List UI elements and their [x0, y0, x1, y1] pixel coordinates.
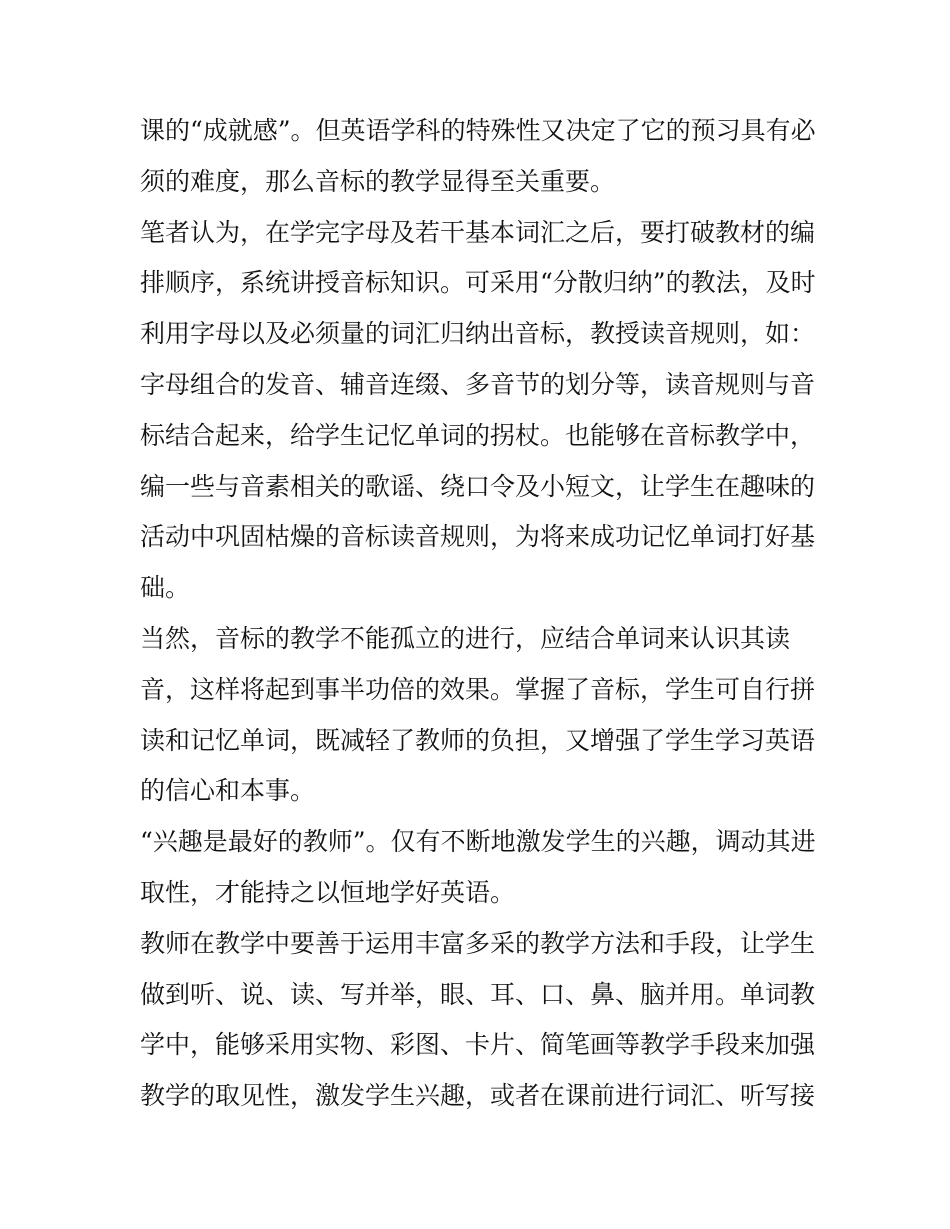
paragraph-line: “兴趣是最好的教师”。仅有不断地激发学生的兴趣，调动其进	[140, 827, 816, 857]
paragraph-line: 标结合起来，给学生记忆单词的拐杖。也能够在音标教学中，	[140, 420, 816, 450]
paragraph-line: 活动中巩固枯燥的音标读音规则，为将来成功记忆单词打好基	[140, 522, 816, 552]
paragraph-line: 课的“成就感”。但英语学科的特殊性又决定了它的预习具有必	[140, 116, 816, 145]
paragraph-line: 础。	[140, 573, 191, 603]
paragraph-2	[140, 208, 820, 614]
paragraph-4	[140, 817, 820, 919]
paragraph-line: 读和记忆单词，既减轻了教师的负担，又增强了学生学习英语	[140, 725, 816, 755]
document-body	[140, 106, 820, 1122]
paragraph-line: 当然，音标的教学不能孤立的进行，应结合单词来认识其读	[140, 623, 791, 653]
paragraph-line: 字母组合的发音、辅音连缀、多音节的划分等，读音规则与音	[140, 369, 816, 399]
paragraph-line: 利用字母以及必须量的词汇归纳出音标，教授读音规则，如：	[140, 319, 816, 349]
paragraph-line: 音，这样将起到事半功倍的效果。掌握了音标，学生可自行拼	[140, 674, 816, 704]
paragraph-3	[140, 614, 820, 817]
paragraph-line: 的信心和本事。	[140, 776, 316, 806]
paragraph-line: 取性，才能持之以恒地学好英语。	[140, 877, 516, 907]
paragraph-1	[140, 106, 820, 208]
paragraph-line: 编一些与音素相关的歌谣、绕口令及小短文，让学生在趣味的	[140, 471, 816, 501]
paragraph-line: 排顺序，系统讲授音标知识。可采用“分散归纳”的教法，及时	[140, 268, 816, 298]
paragraph-line: 教师在教学中要善于运用丰富多采的教学方法和手段，让学生	[140, 928, 816, 958]
paragraph-line: 学中，能够采用实物、彩图、卡片、简笔画等教学手段来加强	[140, 1030, 816, 1060]
paragraph-line: 笔者认为，在学完字母及若干基本词汇之后，要打破教材的编	[140, 217, 816, 247]
paragraph-line: 教学的取见性，激发学生兴趣，或者在课前进行词汇、听写接	[140, 1081, 816, 1111]
paragraph-line: 做到听、说、读、写并举，眼、耳、口、鼻、脑并用。单词教	[140, 979, 816, 1009]
paragraph-5	[140, 919, 820, 1122]
paragraph-line: 须的难度，那么音标的教学显得至关重要。	[140, 166, 616, 196]
